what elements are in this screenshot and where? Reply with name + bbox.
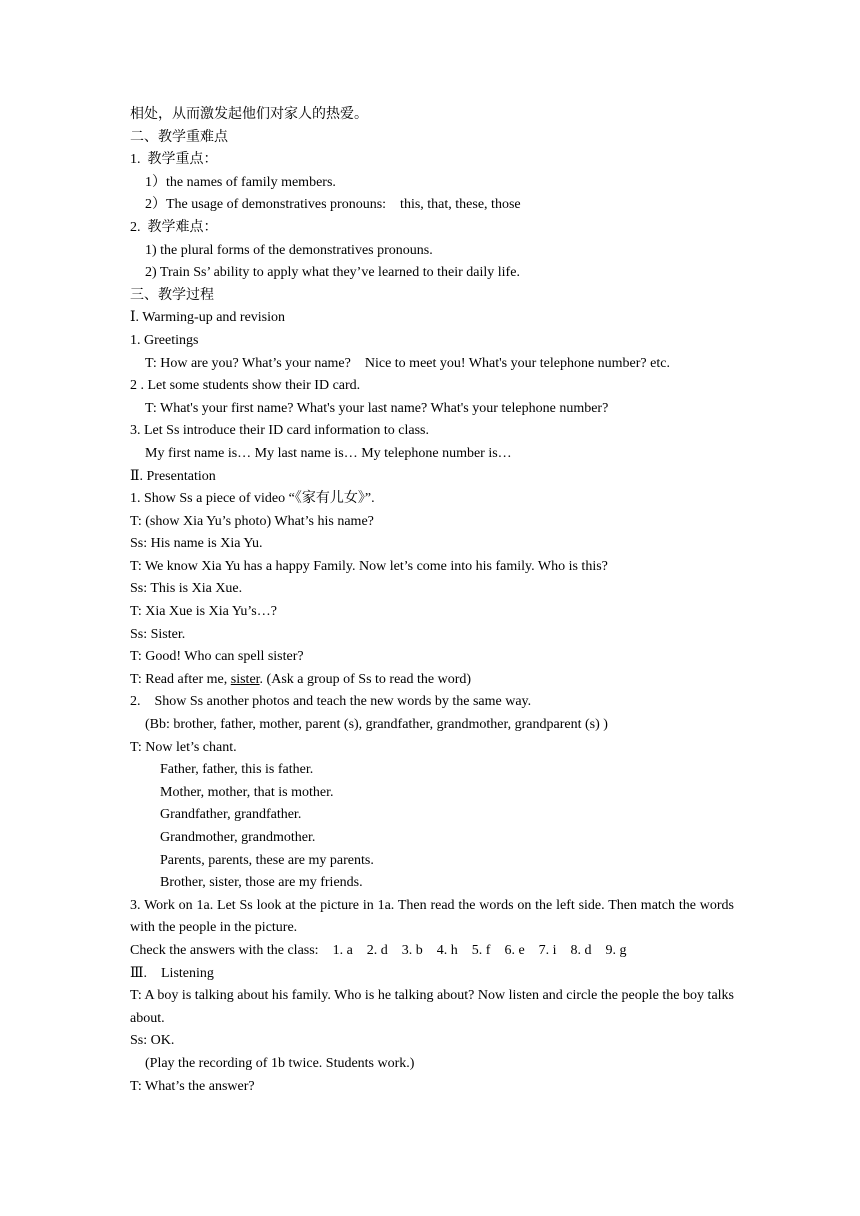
dialogue-line — [130, 669, 734, 692]
chant-line: Brother, sister, those are my friends. — [160, 875, 363, 891]
document-body — [130, 104, 734, 1098]
answer-key-line: Check the answers with the class: 1. a 2. d 3. b 4. h 5. f 6. e 7. i 8. d 9. g — [130, 942, 627, 958]
dialogue-line: T: Good! Who can spell sister? — [130, 649, 304, 665]
chant-line: Parents, parents, these are my parents. — [160, 852, 374, 868]
paragraph-line: 相处，从而激发起他们对家人的热爱。 — [130, 107, 368, 122]
dialogue-line: Ss: His name is Xia Yu. — [130, 536, 263, 552]
list-item: 2）The usage of demonstratives pronouns: this, that, these, those — [145, 197, 521, 213]
chant-line: Mother, mother, that is mother. — [160, 784, 334, 800]
list-item: 1) the plural forms of the demonstratives pronouns. — [145, 242, 433, 258]
stage-direction: (Play the recording of 1b twice. Students work.) — [145, 1055, 415, 1071]
section-heading: 三、教学过程 — [130, 287, 214, 303]
text-after: . (Ask a group of Ss to read the word) — [259, 671, 472, 687]
paragraph-line: 3. Let Ss introduce their ID card information to class. — [130, 423, 429, 439]
subsection-heading: 2. 教学难点： — [130, 219, 218, 235]
underlined-word: sister — [230, 671, 260, 687]
step-heading: Ⅲ. Listening — [130, 965, 214, 981]
dialogue-line: T: What’s the answer? — [130, 1078, 255, 1094]
paragraph-line: 1. Greetings — [130, 332, 199, 348]
dialogue-line: My first name is… My last name is… My telephone number is… — [145, 445, 512, 461]
subsection-heading: 1. 教学重点： — [130, 152, 218, 168]
paragraph-line: 2 . Let some students show their ID card. — [130, 378, 361, 394]
text-before: T: Read after me, — [130, 671, 231, 687]
dialogue-line: T: We know Xia Yu has a happy Family. Now let’s come into his family. Who is this? — [130, 558, 608, 574]
chant-line: Father, father, this is father. — [160, 762, 314, 778]
blackboard-note: (Bb: brother, father, mother, parent (s), grandfather, grandmother, grandparent (s) ) — [145, 717, 608, 733]
dialogue-line: T: What's your first name? What's your last name? What's your telephone number? — [145, 400, 609, 416]
dialogue-line: Ss: This is Xia Xue. — [130, 581, 243, 597]
dialogue-line: T: How are you? What’s your name? Nice to meet you! What's your telephone number? etc. — [145, 355, 670, 371]
paragraph-line: 2. Show Ss another photos and teach the new words by the same way. — [130, 694, 532, 710]
step-heading: Ⅱ. Presentation — [130, 468, 216, 484]
chant-line: Grandfather, grandfather. — [160, 807, 302, 823]
paragraph-line: 1. Show Ss a piece of video “《家有儿女》”. — [130, 491, 375, 507]
dialogue-line: T: (show Xia Yu’s photo) What’s his name? — [130, 513, 374, 529]
paragraph: 3. Work on 1a. Let Ss look at the picture in 1a. Then read the words on the left side. Then match the words with the people in the picture. — [130, 897, 734, 936]
dialogue-line: Ss: Sister. — [130, 626, 186, 642]
section-heading: 二、教学重难点 — [130, 129, 228, 145]
dialogue-line: T: Xia Xue is Xia Yu’s…? — [130, 604, 277, 620]
step-heading: Ⅰ. Warming-up and revision — [130, 310, 286, 326]
chant-line: Grandmother, grandmother. — [160, 830, 316, 845]
dialogue-line: Ss: OK. — [130, 1033, 175, 1049]
dialogue-line: T: Now let’s chant. — [130, 739, 237, 755]
list-item: 1）the names of family members. — [145, 174, 336, 190]
paragraph: T: A boy is talking about his family. Who is he talking about? Now listen and circle the people the boy talks about. — [130, 988, 734, 1026]
list-item: 2) Train Ss’ ability to apply what they’ve learned to their daily life. — [145, 265, 520, 281]
